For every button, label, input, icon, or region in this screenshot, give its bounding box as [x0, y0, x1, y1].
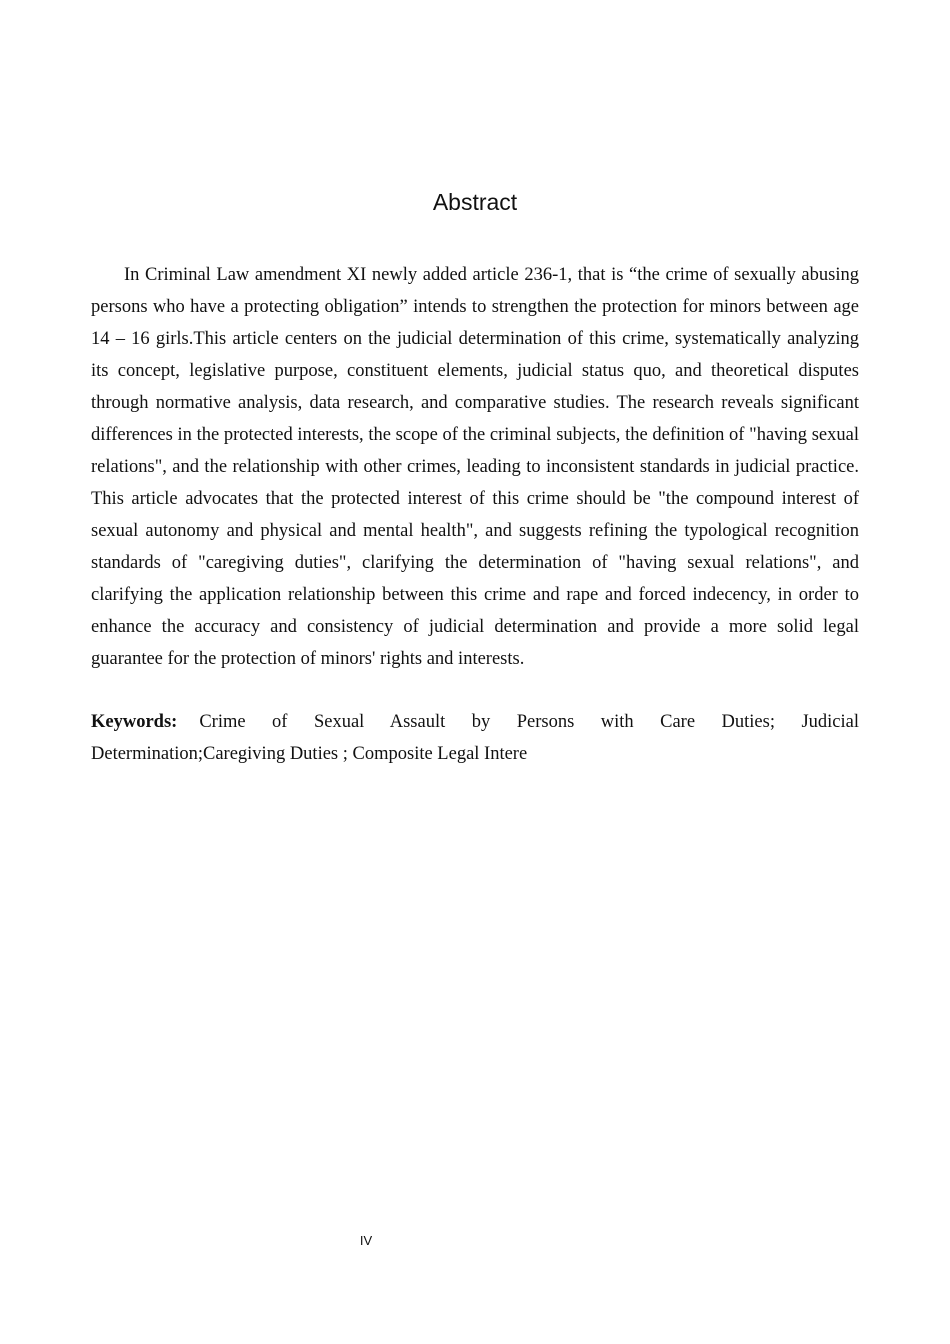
abstract-title: Abstract	[432, 189, 518, 215]
abstract-paragraph: In Criminal Law amendment XI newly added article 236-1, that is “the crime of sexually abusing persons who have a protecting obligation” intends to strengthen the protection for minors between age 14 – 16 girls.This article centers on the judicial determination of this crime, systematically analyzing its concept, legislative purpose, constituent elements, judicial status quo, and theoretical disputes through normative analysis, data research, and comparative studies. The research reveals significant differences in the protected interests, the scope of the criminal subjects, the definition of "having sexual relations", and the relationship with other crimes, leading to inconsistent standards in judicial practice. This article advocates that the protected interest of this crime should be "the compound interest of sexual autonomy and physical and mental health", and suggests refining the typological recognition standards of "caregiving duties", clarifying the determination of "having sexual relations", and clarifying the application relationship between this crime and rape and forced indecency, in order to enhance the accuracy and consistency of judicial determination and provide a more solid legal guarantee for the protection of minors' rights and interests.	[91, 265, 859, 669]
keywords-label: Keywords:	[91, 712, 178, 732]
keywords-line	[91, 706, 859, 770]
page-number: IV	[359, 1233, 373, 1248]
keywords-text: Crime of Sexual Assault by Persons with Care Duties; Judicial Determination;Caregiving Duties ; Composite Legal Intere	[91, 712, 859, 764]
